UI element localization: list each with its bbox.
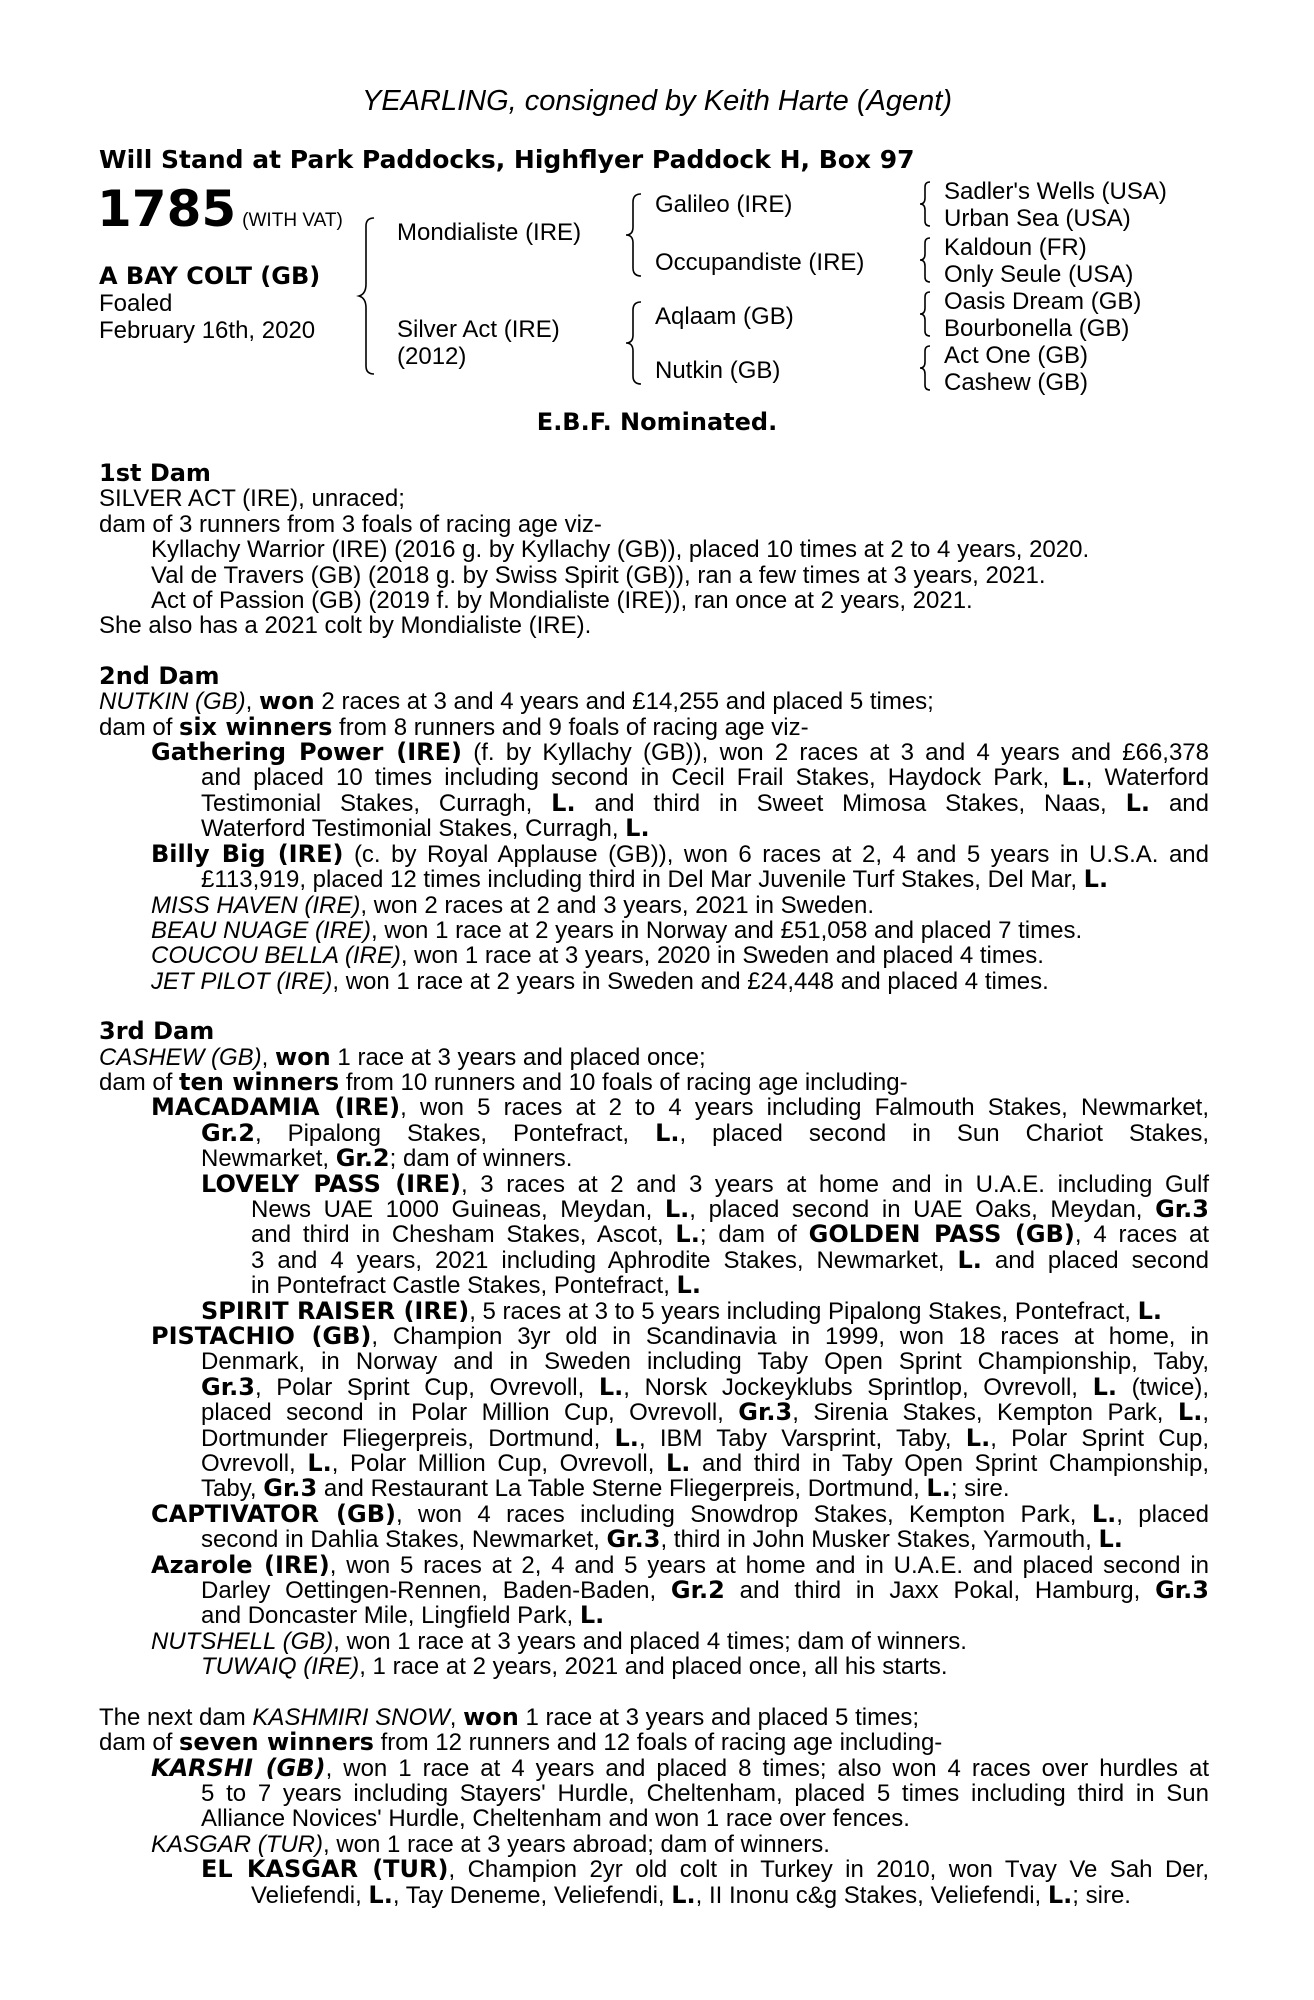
pedigree-gen3-name: Only Seule (USA) [944,261,1134,288]
pedigree-bracket-g4 [920,346,934,390]
pedigree-dam-year: (2012) [397,343,467,370]
pedigree-bracket-g2 [920,238,934,282]
text-line: Dortmunder Fliegerpreis, Dortmund, L., IBM Taby Varsprint, Taby, L., Polar Sprint Cup, [201,1423,1209,1452]
text-line: Waterford Testimonial Stakes, Curragh, L. [201,814,650,843]
lot-number-value: 1785 [97,180,237,238]
pedigree-bracket-g1 [920,182,934,226]
text-line: and third in Chesham Stakes, Ascot, L.; dam of GOLDEN PASS (GB), 4 races at [251,1220,1210,1249]
pedigree-sire: Mondialiste (IRE) [397,219,582,246]
pedigree-gen3-name: Urban Sea (USA) [944,205,1131,232]
pedigree-sire-sire: Galileo (IRE) [655,191,793,218]
first-dam-heading: 1st Dam [99,459,211,487]
text-line: Taby, Gr.3 and Restaurant La Table Sterne Fliegerpreis, Dortmund, L.; sire. [201,1474,1010,1503]
produce-line: Azarole (IRE), won 5 races at 2, 4 and 5 years at home and in U.A.E. and placed second in [151,1550,1209,1579]
produce-line: MACADAMIA (IRE), won 5 races at 2 to 4 years including Falmouth Stakes, Newmarket, [151,1093,1209,1122]
lot-description: A BAY COLT (GB) [99,262,321,290]
text-line: and Doncaster Mile, Lingfield Park, L. [201,1601,605,1630]
pedigree-gen3-group4 [944,342,1088,396]
lot-number [97,180,343,238]
text-line: Testimonial Stakes, Curragh, L. and third in Sweet Mimosa Stakes, Naas, L. and [201,788,1209,817]
pedigree-gen3-name: Sadler's Wells (USA) [944,178,1167,205]
produce-line: KASGAR (TUR), won 1 race at 3 years abroad; dam of winners. [151,1830,830,1858]
text-line: SILVER ACT (IRE), unraced; [99,485,405,513]
next-dam-line: The next dam KASHMIRI SNOW, won 1 race at 3 years and placed 5 times; [99,1702,920,1731]
pedigree-gen3-name: Act One (GB) [944,342,1089,369]
foaled-date: February 16th, 2020 [99,317,316,344]
pedigree-gen3-name: Bourbonella (GB) [944,315,1130,342]
pedigree-gen3-name: Kaldoun (FR) [944,234,1087,261]
produce-line: NUTSHELL (GB), won 1 race at 3 years and placed 4 times; dam of winners. [151,1627,967,1655]
produce-line: PISTACHIO (GB), Champion 3yr old in Scandinavia in 1999, won 18 races at home, in [151,1322,1209,1350]
foaled-info [99,290,315,344]
text-line: Ovrevoll, L., Polar Million Cup, Ovrevoll, L. and third in Taby Open Sprint Championship, [201,1449,1210,1478]
produce-line: SPIRIT RAISER (IRE), 5 races at 3 to 5 years including Pipalong Stakes, Pontefract, L. [201,1296,1162,1325]
produce-line: Act of Passion (GB) (2019 f. by Mondialiste (IRE)), ran once at 2 years, 2021. [151,587,973,615]
ebf-nominated: E.B.F. Nominated. [536,408,778,436]
pedigree-gen3-group3 [944,288,1141,342]
text-line: dam of ten winners from 10 runners and 10 foals of racing age including- [99,1067,908,1096]
text-line: She also has a 2021 colt by Mondialiste (IRE). [99,612,592,640]
text-line: dam of six winners from 8 runners and 9 foals of racing age viz- [99,712,809,741]
foaled-label: Foaled [99,290,173,317]
produce-line: Kyllachy Warrior (IRE) (2016 g. by Kyllachy (GB)), placed 10 times at 2 to 4 years, 2020. [151,536,1090,564]
pedigree-bracket-main [362,218,382,374]
text-line: CASHEW (GB), won 1 race at 3 years and placed once; [99,1042,706,1071]
produce-line: Gathering Power (IRE) (f. by Kyllachy (GB)), won 2 races at 3 and 4 years and £66,378 [151,738,1210,767]
third-dam-heading: 3rd Dam [99,1017,215,1046]
pedigree-bracket-g3 [920,292,934,336]
text-line: dam of 3 runners from 3 foals of racing age viz- [99,510,602,538]
text-line: dam of seven winners from 12 runners and 12 foals of racing age including- [99,1728,943,1757]
produce-line: KARSHI (GB), won 1 race at 4 years and placed 8 times; also won 4 races over hurdles at [151,1753,1209,1782]
text-line: Alliance Novices' Hurdle, Cheltenham and won 1 race over fences. [201,1805,910,1833]
text-line: Veliefendi, L., Tay Deneme, Veliefendi, L., II Inonu c&g Stakes, Veliefendi, L.; sire. [251,1880,1131,1909]
produce-line: JET PILOT (IRE), won 1 race at 2 years in Sweden and £24,448 and placed 4 times. [151,967,1049,995]
pedigree-dam [397,316,560,370]
pedigree-sire-dam: Occupandiste (IRE) [655,249,865,276]
catalogue-body [99,461,1209,1908]
produce-line: Billy Big (IRE) (c. by Royal Applause (GB)), won 6 races at 2, 4 and 5 years in U.S.A. and [151,839,1209,868]
produce-line: BEAU NUAGE (IRE), won 1 race at 2 years in Norway and £51,058 and placed 7 times. [151,916,1083,944]
text-line: in Pontefract Castle Stakes, Pontefract, L. [251,1271,701,1300]
text-line: NUTKIN (GB), won 2 races at 3 and 4 years and £14,255 and placed 5 times; [99,687,934,716]
produce-line: MISS HAVEN (IRE), won 2 races at 2 and 3 years, 2021 in Sweden. [151,891,875,919]
pedigree-dam-sire: Aqlaam (GB) [655,303,794,330]
stand-location: Will Stand at Park Paddocks, Highflyer Paddock H, Box 97 [99,145,915,174]
pedigree-bracket-dam [629,302,649,384]
vat-note: (WITH VAT) [242,210,343,231]
pedigree-bracket-sire [629,194,649,276]
second-dam-heading: 2nd Dam [99,661,220,690]
produce-line: LOVELY PASS (IRE), 3 races at 2 and 3 years at home and in U.A.E. including Gulf [201,1169,1209,1198]
produce-line: Val de Travers (GB) (2018 g. by Swiss Spirit (GB)), ran a few times at 3 years, 2021. [151,561,1046,589]
text-line: Darley Oettingen-Rennen, Baden-Baden, Gr.2 and third in Jaxx Pokal, Hamburg, Gr.3 [201,1576,1209,1605]
pedigree-gen3-name: Cashew (GB) [944,369,1089,396]
produce-line: COUCOU BELLA (IRE), won 1 race at 3 years, 2020 in Sweden and placed 4 times. [151,942,1044,970]
text-line: 3 and 4 years, 2021 including Aphrodite Stakes, Newmarket, L. and placed second [251,1245,1209,1274]
text-line: Gr.2, Pipalong Stakes, Pontefract, L., placed second in Sun Chariot Stakes, [201,1118,1209,1147]
text-line: second in Dahlia Stakes, Newmarket, Gr.3, third in John Musker Stakes, Yarmouth, L. [201,1525,1123,1554]
pedigree-gen3-group2 [944,234,1133,288]
text-line: Gr.3, Polar Sprint Cup, Ovrevoll, L., Norsk Jockeyklubs Sprintlop, Ovrevoll, L. (twice), [201,1372,1209,1401]
text-line: £113,919, placed 12 times including third in Del Mar Juvenile Turf Stakes, Del Mar, L. [201,865,1109,894]
pedigree-dam-dam: Nutkin (GB) [655,357,781,384]
text-line: 5 to 7 years including Stayers' Hurdle, Cheltenham, placed 5 times including third in Sun [201,1779,1209,1807]
produce-line: EL KASGAR (TUR), Champion 2yr old colt in Turkey in 2010, won Tvay Ve Sah Der, [201,1855,1209,1884]
text-line: Newmarket, Gr.2; dam of winners. [201,1144,573,1173]
text-line: Denmark, in Norway and in Sweden including Taby Open Sprint Championship, Taby, [201,1348,1209,1376]
text-line: and placed 10 times including second in Cecil Frail Stakes, Haydock Park, L., Waterford [201,763,1209,792]
pedigree-gen3-group1 [944,178,1167,232]
consignment-line: YEARLING, consigned by Keith Harte (Agent) [362,85,952,117]
produce-line: CAPTIVATOR (GB), won 4 races including Snowdrop Stakes, Kempton Park, L., placed [151,1499,1209,1528]
text-line: News UAE 1000 Guineas, Meydan, L., placed second in UAE Oaks, Meydan, Gr.3 [251,1194,1209,1223]
produce-line: TUWAIQ (IRE), 1 race at 2 years, 2021 and placed once, all his starts. [201,1653,948,1681]
pedigree-gen3-name: Oasis Dream (GB) [944,288,1142,315]
pedigree-dam-name: Silver Act (IRE) [397,316,560,343]
text-line: placed second in Polar Million Cup, Ovrevoll, Gr.3, Sirenia Stakes, Kempton Park, L., [201,1398,1209,1427]
